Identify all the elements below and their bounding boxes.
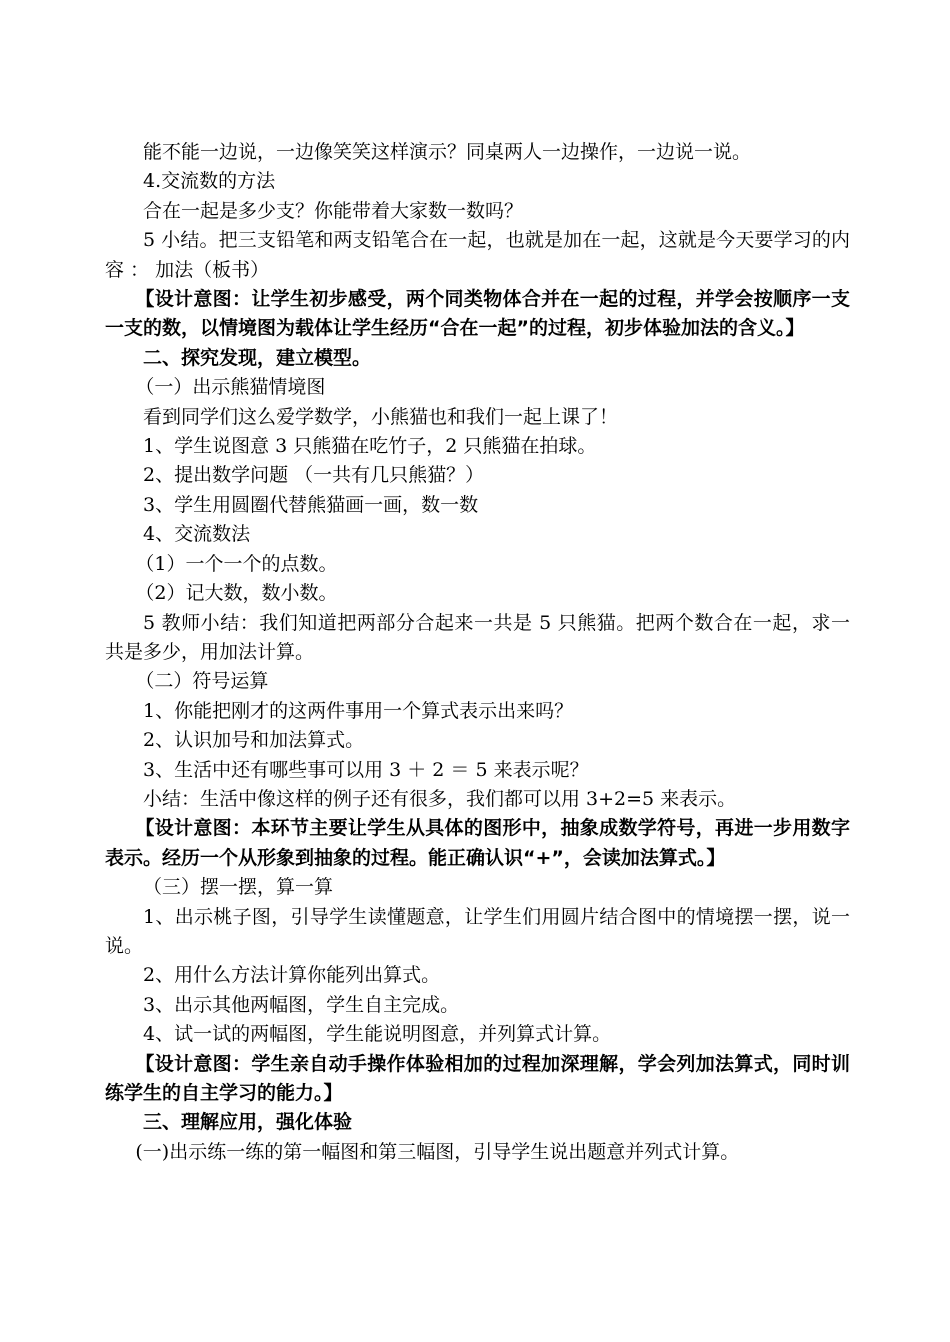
section-heading: 三、理解应用，强化体验 bbox=[143, 1111, 353, 1134]
paragraph: 合在一起是多少支？你能带着大家数一数吗？ bbox=[143, 199, 524, 222]
subsection-heading: （三）摆一摆，算一算 bbox=[143, 876, 334, 899]
paragraph: (一)出示练一练的第一幅图和第三幅图，引导学生说出题意并列式计算。 bbox=[135, 1140, 740, 1163]
list-item: 1、出示桃子图，引导学生读懂题意，让学生们用圆片结合图中的情境摆一摆，说一说。 bbox=[105, 905, 850, 957]
list-item: 4、试一试的两幅图，学生能说明图意，并列算式计算。 bbox=[143, 1023, 612, 1046]
paragraph: 看到同学们这么爱学数学，小熊猫也和我们一起上课了！ bbox=[143, 405, 619, 428]
design-intent-note: 【设计意图：让学生初步感受，两个同类物体合并在一起的过程，并学会按顺序一支一支的数，以情境图为载体让学生经历“合在一起”的过程，初步体验加法的含义。】 bbox=[105, 288, 850, 340]
list-item: 3、出示其他两幅图，学生自主完成。 bbox=[143, 993, 460, 1016]
paragraph: 5 小结。把三支铅笔和两支铅笔合在一起，也就是加在一起，这就是今天要学习的内容 ： 加法（板书） bbox=[105, 229, 850, 281]
paragraph: 能不能一边说，一边像笑笑这样演示？同桌两人一边操作，一边说一说。 bbox=[143, 141, 752, 163]
list-item: （2）记大数，数小数。 bbox=[135, 582, 338, 605]
list-item: 3、生活中还有哪些事可以用 3 ＋ 2 ＝ 5 来表示呢？ bbox=[143, 758, 589, 781]
section-heading: 二、探究发现，建立模型。 bbox=[143, 346, 372, 369]
paragraph: 4.交流数的方法 bbox=[143, 170, 276, 193]
document-page bbox=[105, 138, 850, 1167]
list-item: 1、你能把刚才的这两件事用一个算式表示出来吗？ bbox=[143, 699, 574, 722]
subsection-heading: （二）符号运算 bbox=[135, 670, 269, 693]
paragraph: 小结：生活中像这样的例子还有很多，我们都可以用 3+2=5 来表示。 bbox=[143, 787, 737, 810]
list-item: 1、学生说图意 3 只熊猫在吃竹子，2 只熊猫在拍球。 bbox=[143, 435, 597, 458]
design-intent-note: 【设计意图：本环节主要让学生从具体的图形中，抽象成数学符号，再进一步用数字表示。经历一个从形象到抽象的过程。能正确认识“+”，会读加法算式。】 bbox=[105, 817, 850, 869]
list-item: 3、学生用圆圈代替熊猫画一画，数一数 bbox=[143, 493, 479, 516]
paragraph: 5 教师小结：我们知道把两部分合起来一共是 5 只熊猫。把两个数合在一起，求一共是多少，用加法计算。 bbox=[105, 611, 850, 663]
list-item: 2、认识加号和加法算式。 bbox=[143, 729, 365, 752]
list-item: （1）一个一个的点数。 bbox=[135, 552, 338, 575]
list-item: 2、提出数学问题 （一共有几只熊猫？） bbox=[143, 464, 485, 487]
subsection-heading: （一）出示熊猫情境图 bbox=[135, 376, 326, 399]
list-item: 2、用什么方法计算你能列出算式。 bbox=[143, 964, 441, 987]
list-item: 4、交流数法 bbox=[143, 523, 251, 546]
design-intent-note: 【设计意图：学生亲自动手操作体验相加的过程加深理解，学会列加法算式，同时训练学生的自主学习的能力。】 bbox=[105, 1052, 850, 1104]
